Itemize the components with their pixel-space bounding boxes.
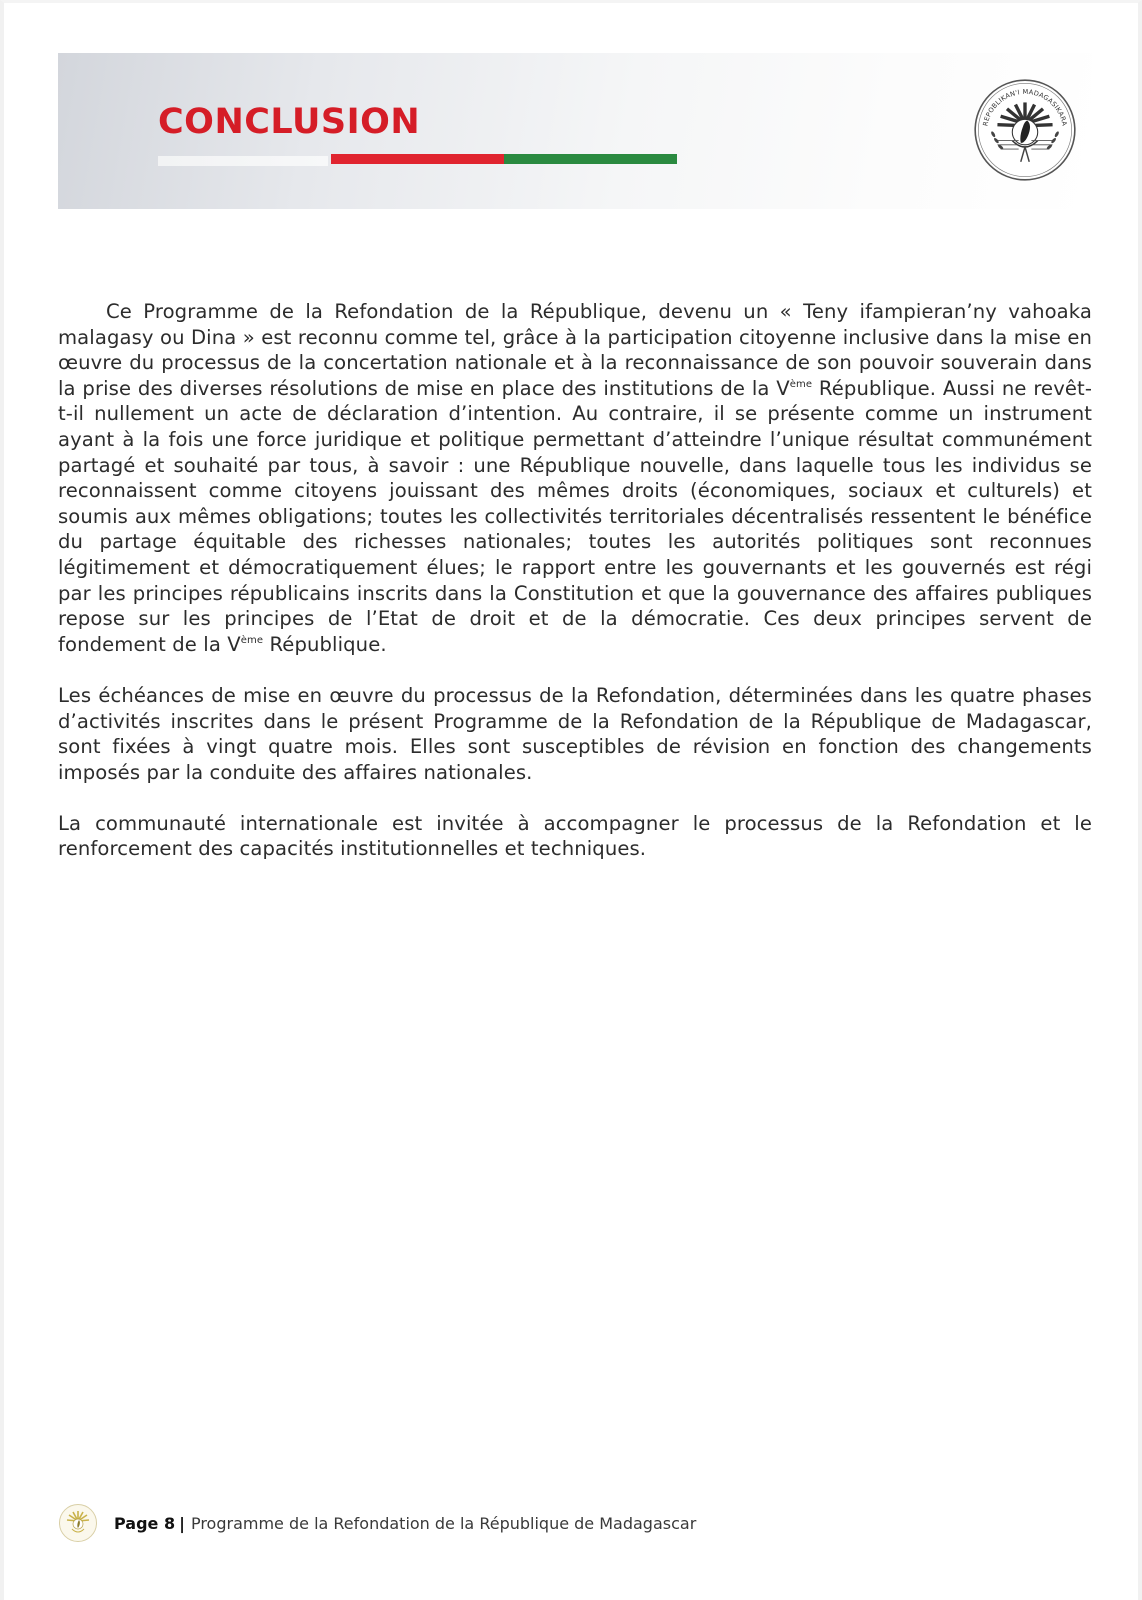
- republic-seal-icon: [972, 77, 1078, 183]
- footer-document-title: Programme de la Refondation de la République de Madagascar: [190, 1513, 697, 1533]
- paragraph-1-part-c: République.: [263, 632, 387, 656]
- conclusion-body: [58, 299, 1092, 888]
- page-title: CONCLUSION: [158, 102, 421, 142]
- footer-separator: |: [179, 1513, 185, 1533]
- footer-seal-icon: [58, 1503, 98, 1543]
- title-underline-green: [504, 154, 677, 164]
- page-number: Page 8: [114, 1513, 176, 1533]
- paragraph-1: [58, 299, 1092, 657]
- paragraph-1-part-a: Ce Programme de la Refondation de la République, devenu un « Teny ifampieran’ny vahoaka malagasy ou Dina » est reconnu comme tel, grâce à la participation citoyenne inclusive dans la mise en œuvre du processus de la concertation nationale et à la reconnaissance de son pouvoir souverain dans la prise des diverses résolutions de mise en place des institutions de la V: [58, 300, 1092, 400]
- page-footer: [58, 1501, 696, 1545]
- title-underline-white: [158, 156, 328, 166]
- paragraph-3: La communauté internationale est invitée à accompagner le processus de la Refondation et le renforcement des capacités institutionnelles et techniques.: [58, 811, 1092, 861]
- ordinal-superscript: ème: [240, 634, 264, 646]
- header-banner: [58, 53, 1092, 209]
- svg-text:REPOBLIKAN'I MADAGASIKARA: REPOBLIKAN'I MADAGASIKARA: [981, 87, 1069, 127]
- paragraph-2: Les échéances de mise en œuvre du processus de la Refondation, déterminées dans les quatre phases d’activités inscrites dans le présent Programme de la Refondation de la République de Madagascar, sont fixées à vingt quatre mois. Elles sont susceptibles de révision en fonction des changements imposés par la conduite des affaires nationales.: [58, 683, 1092, 784]
- ordinal-superscript: ème: [789, 378, 813, 390]
- paragraph-1-part-b: République. Aussi ne revêt-t-il nullement un acte de déclaration d’intention. Au contraire, il se présente comme un instrument ayant à la fois une force juridique et politique permettant d’atteindre l’unique résultat communément partagé et souhaité par tous, à savoir : une République nouvelle, dans laquelle tous les individus se reconnaissent comme citoyens jouissant des mêmes droits (économiques, sociaux et culturels) et soumis aux mêmes obligations; toutes les collectivités territoriales décentralisés ressentent le bénéfice du partage équitable des richesses nationales; toutes les autorités politiques sont reconnues légitimement et démocratiquement élues; le rapport entre les gouvernants et les gouvernés est régi par les principes républicains inscrits dans la Constitution et que la gouvernance des affaires publiques repose sur les principes de l’Etat de droit et de la démocratie. Ces deux principes servent de fondement de la V: [58, 376, 1093, 656]
- title-underline-red: [331, 154, 504, 164]
